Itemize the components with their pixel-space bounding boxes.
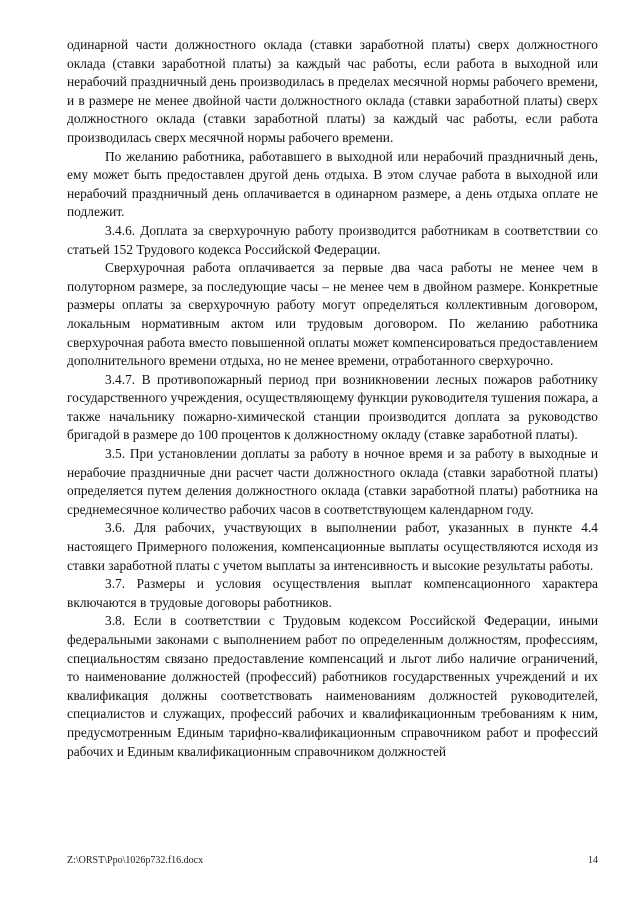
footer-file-path: Z:\ORST\Ppo\1026p732.f16.docx [67, 855, 204, 866]
paragraph-3-4-7: 3.4.7. В противопожарный период при возникновении лесных пожаров работнику государственного учреждения, осуществляющему функции руководителя тушения пожара, а также начальнику пожарно-химической станции производится доплата за руководство бригадой в размере до 100 процентов к должностному окладу (ставке заработной платы). [67, 371, 598, 443]
paragraph-day-off: По желанию работника, работавшего в выходной или нерабочий праздничный день, ему может быть предоставлен другой день отдыха. В этом случае работа в выходной или нерабочий праздничный день оплачивается в одинарном размере, а день отдыха оплате не подлежит. [67, 148, 598, 220]
paragraph-3-5: 3.5. При установлении доплаты за работу в ночное время и за работу в выходные и нерабочие праздничные дни расчет части должностного оклада (ставки заработной платы) определяется путем деления должностного оклада (ставки заработной платы) работника на среднемесячное количество рабочих часов в соответствующем календарном году. [67, 446, 598, 517]
paragraph-3-7: 3.7. Размеры и условия осуществления выплат компенсационного характера включаются в трудовые договоры работников. [67, 576, 598, 610]
paragraph-3-8: 3.8. Если в соответствии с Трудовым кодексом Российской Федерации, иными федеральными законами с выполнением работ по определенным должностям, профессиям, специальностям связано предоставление компенсаций и льгот либо наличие ограничений, то наименование должностей (профессий) работников государственных учреждений и их квалификация должны соответствовать наименованиям должностей руководителей, специалистов и служащих, профессий рабочих и квалификационным требованиям к ним, предусмотренным Единым тарифно-квалификационным справочником работ и профессий рабочих и Единым квалификационным справочником должностей [67, 613, 598, 759]
paragraph-overtime-pay: Сверхурочная работа оплачивается за первые два часа работы не менее чем в полуторном размере, за последующие часы – не менее чем в двойном размере. Конкретные размеры оплаты за сверхурочную работу могут определяться коллективным договором, локальным нормативным актом или трудовым договором. По желанию работника сверхурочная работа вместо повышенной оплаты может компенсироваться предоставлением дополнительного времени отдыха, но не менее времени, отработанного сверхурочно. [67, 260, 598, 369]
paragraph-3-4-6: 3.4.6. Доплата за сверхурочную работу производится работникам в соответствии со статьей 152 Трудового кодекса Российской Федерации. [67, 222, 598, 257]
paragraph-continuation: одинарной части должностного оклада (ставки заработной платы) сверх должностного оклада (ставки заработной платы) за каждый час работы, если работа в выходной или нерабочий праздничный день производилась в пределах месячной нормы рабочего времени, и в размере не менее двойной части должностного оклада (ставки заработной платы) сверх должностного оклада (ставки заработной платы) за каждый час работы, если работа производилась сверх месячной нормы рабочего времени. [67, 37, 598, 145]
document-body [67, 36, 598, 761]
page-number: 14 [588, 855, 598, 866]
paragraph-3-6: 3.6. Для рабочих, участвующих в выполнении работ, указанных в пункте 4.4 настоящего Примерного положения, компенсационные выплаты осуществляются исходя из ставки заработной платы с учетом выплаты за интенсивность и высокие результаты работы. [67, 520, 598, 573]
